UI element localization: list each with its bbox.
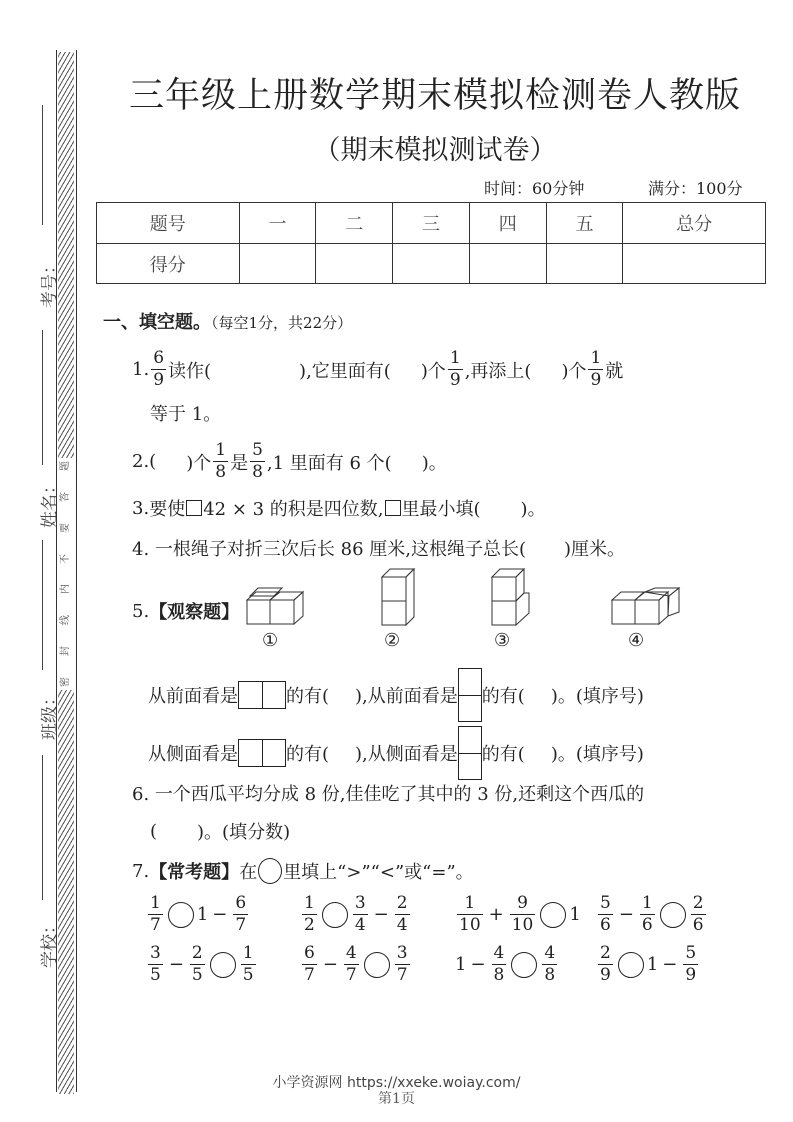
- exam-time: 时间：60分钟: [484, 179, 585, 198]
- fraction: $\frac{3}{5}$: [150, 943, 161, 985]
- question-tag: 【常考题】: [149, 862, 240, 883]
- operator: −: [322, 954, 338, 975]
- score-table-cell: 三: [393, 203, 470, 244]
- digit-box: [186, 500, 202, 516]
- full-score: 满分：100分: [648, 179, 743, 198]
- fraction: $\frac{2}{4}$: [396, 893, 408, 935]
- fraction: $\frac{1}{5}$: [242, 943, 254, 985]
- section-title: 一、填空题。: [103, 312, 211, 333]
- question-4: 4. 一根绳子对折三次后长 86 厘米,这根绳子总长( )厘米。: [132, 539, 626, 560]
- question-5-side-view: 从侧面看是 的有( ),从侧面看是 的有( )。(填序号): [148, 726, 644, 780]
- score-input-cell[interactable]: [316, 244, 393, 284]
- score-table-score-row: [97, 244, 766, 284]
- name-label: 姓名：: [40, 477, 60, 528]
- fraction: $\frac{5}{8}$: [252, 440, 263, 482]
- fraction: $\frac{9}{10}$: [511, 893, 534, 935]
- question-7: 7. 【常考题】 在 里填上“>”“<”或“=”。: [132, 858, 474, 884]
- figure-label-2: ②: [384, 630, 401, 651]
- question-5-heading: 5. 【观察题】: [132, 598, 239, 624]
- question-6-line2: ( )。(填分数): [150, 820, 291, 843]
- question-6: 6. 一个西瓜平均分成 8 份,佳佳吃了其中的 3 份,还剩这个西瓜的: [132, 784, 645, 805]
- score-input-cell[interactable]: [393, 244, 470, 284]
- operator: +: [488, 904, 504, 925]
- cube-figure-4: [611, 587, 683, 625]
- number: 1: [455, 954, 467, 975]
- fraction: $\frac{6}{9}$: [153, 348, 165, 390]
- comparison-answer-circle[interactable]: [322, 902, 348, 928]
- comparison-answer-circle[interactable]: [511, 952, 537, 978]
- comparison-answer-circle[interactable]: [168, 902, 194, 928]
- operator: −: [470, 954, 486, 975]
- question-1: 1. $\frac{6}{9}$ 读作( ),它里面有( )个 $\frac{1}{9}$ ,再添上( )个 $\frac{1}{9}$ 就: [132, 348, 624, 390]
- number: 1: [569, 904, 581, 925]
- fraction: $\frac{1}{9}$: [449, 348, 461, 390]
- fraction: $\frac{4}{7}$: [345, 943, 357, 985]
- operator: −: [618, 904, 634, 925]
- comparison-item: [455, 945, 559, 984]
- two-square-horizontal-view: [238, 739, 286, 767]
- comparison-answer-circle[interactable]: [364, 952, 390, 978]
- two-square-vertical-view: [458, 668, 482, 722]
- question-1-line2: 等于 1。: [150, 404, 222, 425]
- fraction: $\frac{3}{7}$: [396, 943, 408, 985]
- score-input-cell[interactable]: [623, 244, 766, 284]
- score-input-cell[interactable]: [469, 244, 546, 284]
- name-line[interactable]: [42, 540, 43, 670]
- comparison-answer-circle[interactable]: [210, 952, 236, 978]
- comparison-item: [300, 895, 412, 934]
- score-table-cell: 总分: [623, 203, 766, 244]
- number: 1: [196, 904, 209, 925]
- score-table-cell: 四: [469, 203, 546, 244]
- score-table-header-row: [97, 203, 766, 244]
- section-note: （每空1分，共22分）: [211, 314, 353, 332]
- number: 1: [646, 954, 659, 975]
- fraction: $\frac{1}{10}$: [459, 893, 481, 935]
- score-table-cell: 一: [239, 203, 316, 244]
- figure-label-1: ①: [262, 630, 279, 651]
- score-input-cell[interactable]: [239, 244, 316, 284]
- digit-box: [385, 500, 401, 516]
- comparison-answer-circle[interactable]: [660, 902, 686, 928]
- fraction: $\frac{2}{6}$: [692, 893, 704, 935]
- comparison-item: [596, 895, 708, 934]
- operator: −: [662, 954, 678, 975]
- circle-icon: [258, 858, 282, 884]
- question-2: 2.( )个 $\frac{1}{8}$ 是 $\frac{5}{8}$ ,1 里面有 6 个( )。: [132, 440, 447, 482]
- class-line[interactable]: [42, 755, 43, 900]
- class-label: 班级：: [40, 689, 60, 740]
- fraction: $\frac{4}{8}$: [493, 943, 505, 985]
- two-square-horizontal-view: [238, 681, 286, 709]
- fraction: $\frac{4}{8}$: [544, 943, 556, 985]
- cube-figure-2: [381, 568, 417, 626]
- fraction: $\frac{6}{7}$: [235, 893, 247, 935]
- fraction: $\frac{1}{2}$: [304, 893, 315, 935]
- exam-no-label: 考号：: [40, 257, 60, 308]
- comparison-item: [146, 895, 250, 934]
- exam-no-line-top[interactable]: [42, 105, 43, 225]
- fraction: $\frac{5}{9}$: [685, 943, 697, 985]
- comparison-item: [146, 945, 258, 984]
- school-label: 学校：: [40, 917, 60, 968]
- figure-label-3: ③: [494, 630, 511, 651]
- watermark: 小学资源网 https://xxeke.woiay.com/: [272, 1075, 521, 1091]
- page-number: 第1页: [378, 1091, 415, 1107]
- fraction: $\frac{2}{5}$: [191, 943, 203, 985]
- fraction: $\frac{5}{6}$: [600, 893, 611, 935]
- operator: −: [168, 954, 184, 975]
- comparison-answer-circle[interactable]: [618, 952, 644, 978]
- score-input-cell[interactable]: [546, 244, 623, 284]
- score-table-cell: 五: [546, 203, 623, 244]
- cube-figure-3: [491, 568, 531, 626]
- comparison-answer-circle[interactable]: [540, 902, 566, 928]
- comparison-item: [455, 895, 581, 934]
- score-table-cell: 得分: [97, 244, 240, 284]
- section-heading: [103, 308, 352, 334]
- score-table: [96, 202, 766, 284]
- fraction: $\frac{1}{8}$: [215, 440, 227, 482]
- comparison-item: [596, 945, 700, 984]
- binding-line-right: [76, 50, 77, 1092]
- score-table-cell: 题号: [97, 203, 240, 244]
- exam-no-line[interactable]: [42, 330, 43, 465]
- fraction: $\frac{1}{9}$: [590, 348, 602, 390]
- figure-label-4: ④: [628, 630, 645, 651]
- two-square-vertical-view: [458, 726, 482, 780]
- fraction: $\frac{6}{7}$: [304, 943, 315, 985]
- page-subtitle: （期末模拟测试卷）: [313, 135, 557, 166]
- fraction: $\frac{3}{4}$: [354, 893, 366, 935]
- fraction: $\frac{2}{9}$: [600, 943, 611, 985]
- question-3: 3. 要使 42 × 3 的积是四位数, 里最小填( )。: [132, 497, 546, 520]
- question-tag: 【观察题】: [149, 602, 240, 623]
- fraction: $\frac{1}{7}$: [150, 893, 161, 935]
- page-title: 三年级上册数学期末模拟检测卷人教版: [128, 76, 741, 116]
- operator: −: [373, 904, 389, 925]
- seal-line-notice: 题 答 要 不 内 线 封 密: [57, 458, 75, 690]
- fraction: $\frac{1}{6}$: [641, 893, 653, 935]
- question-5-front-view: 从前面看是 的有( ),从前面看是 的有( )。(填序号): [148, 668, 644, 722]
- comparison-item: [300, 945, 412, 984]
- cube-figure-1: [246, 587, 306, 625]
- score-table-cell: 二: [316, 203, 393, 244]
- operator: −: [212, 904, 228, 925]
